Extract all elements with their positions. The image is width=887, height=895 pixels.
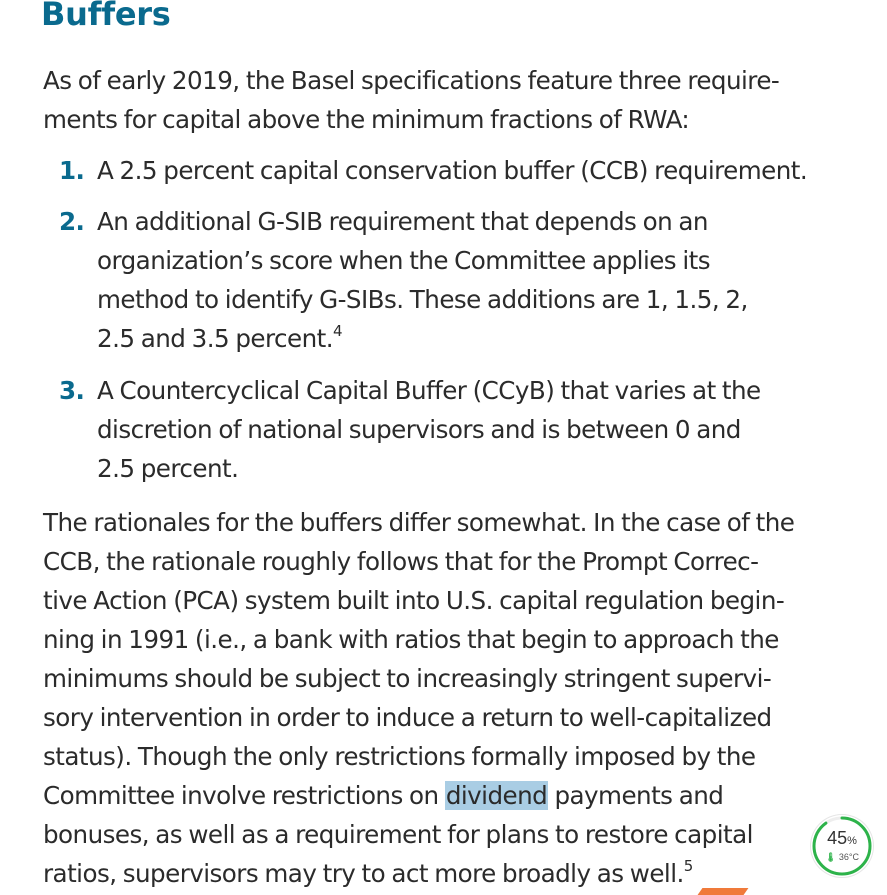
footnote-marker[interactable]: 5 — [683, 857, 693, 875]
text-line: A Countercyclical Capital Buffer (CCyB) that varies at the — [97, 376, 761, 405]
text-line: 2.5 percent. — [97, 454, 239, 483]
text-line: sory intervention in order to induce a return to well-capitalized — [43, 703, 772, 732]
text-line: tive Action (PCA) system built into U.S. capital regulation begin- — [43, 586, 785, 615]
intro-paragraph — [43, 61, 843, 139]
text-line: ning in 1991 (i.e., a bank with ratios that begin to approach the — [43, 625, 779, 654]
percent-value: 45 — [827, 828, 848, 848]
text-line: minimums should be subject to increasingly stringent supervi- — [43, 664, 772, 693]
battery-temperature-widget[interactable] — [811, 815, 873, 877]
text-line: ments for capital above the minimum fractions of RWA: — [43, 105, 690, 134]
list-number: 2. — [59, 207, 85, 236]
footnote-marker[interactable]: 4 — [332, 322, 342, 340]
text-fragment: Committee involve restrictions on — [43, 781, 445, 810]
text-line: CCB, the rationale roughly follows that for the Prompt Correc- — [43, 547, 759, 576]
temperature-value: 36°C — [838, 852, 860, 862]
selected-word-highlight[interactable]: dividend — [445, 781, 548, 810]
partial-orange-element — [698, 888, 749, 895]
temperature-readout — [811, 852, 873, 862]
text-fragment: ratios, supervisors may try to act more broadly as well. — [43, 859, 684, 888]
text-line — [97, 319, 748, 358]
text-line: The rationales for the buffers differ somewhat. In the case of the — [43, 508, 795, 537]
list-number: 1. — [59, 156, 85, 185]
body-paragraph — [43, 503, 843, 893]
text-line — [43, 776, 843, 815]
text-line: As of early 2019, the Basel specifications feature three require- — [43, 66, 780, 95]
percent-sign: % — [847, 835, 857, 847]
text-line: bonuses, as well as a requirement for plans to restore capital — [43, 820, 753, 849]
text-line: organization’s score when the Committee applies its — [97, 246, 710, 275]
text-line: A 2.5 percent capital conservation buffer (CCB) requirement. — [97, 156, 808, 185]
thermometer-icon: 🌡︎ — [824, 852, 837, 862]
section-heading: Buffers — [41, 0, 171, 33]
text-line: status). Though the only restrictions formally imposed by the — [43, 742, 756, 771]
list-number: 3. — [59, 376, 85, 405]
text-line: method to identify G-SIBs. These additions are 1, 1.5, 2, — [97, 285, 748, 314]
text-line: An additional G-SIB requirement that depends on an — [97, 207, 708, 236]
text-fragment: payments and — [548, 781, 724, 810]
text-line: discretion of national supervisors and is between 0 and — [97, 415, 741, 444]
text-fragment: 2.5 and 3.5 percent. — [97, 324, 333, 353]
percent-readout — [811, 828, 873, 851]
